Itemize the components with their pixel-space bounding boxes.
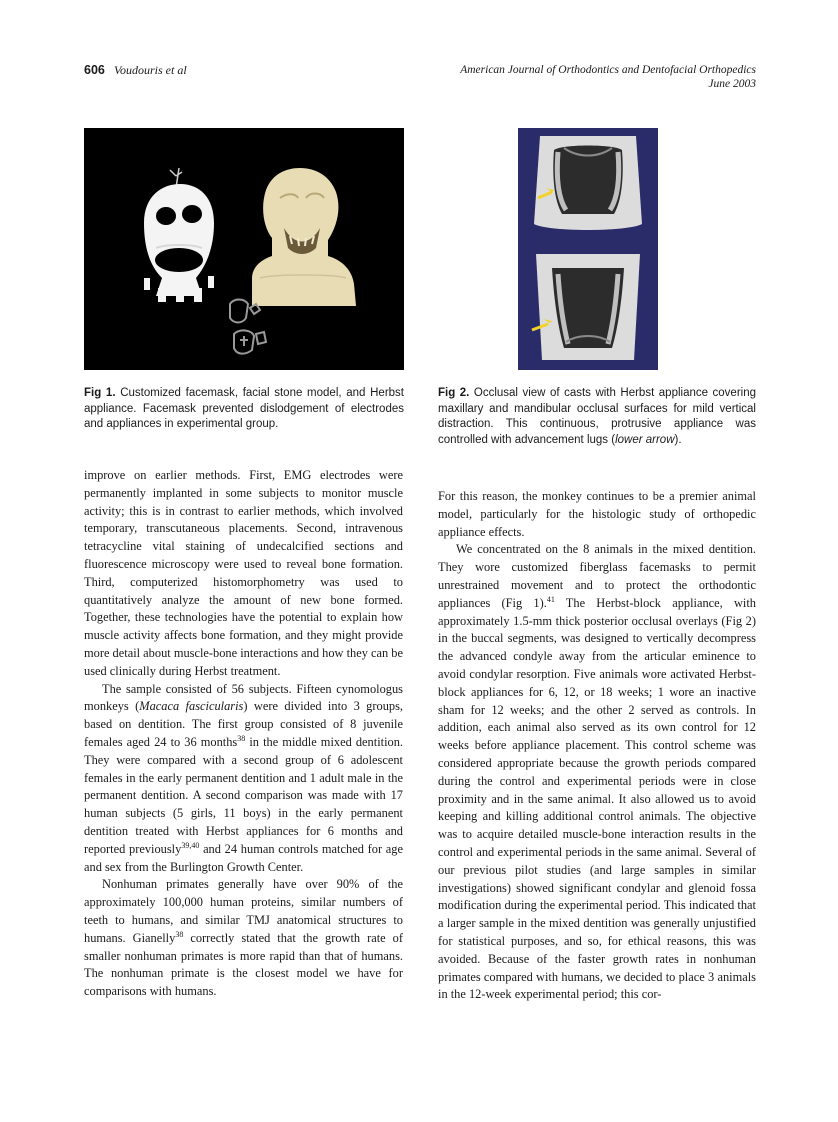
left-paragraph-1: improve on earlier methods. First, EMG electrodes were permanently implanted in some subjects to monitor muscle activity; this is in contrast to earlier methods, which involved temporary, transcutaneous placements. Second, intravenous tetracycline vital staining of undecalcified sections and fluorescence microscopy were used to reveal bone formation. Third, computerized histomorphometry was used to quantitatively analyze the amount of new bone formed. Together, these technologies have the potential to explain how muscle activity affects bone formation, and they might provide more detail about muscle-bone interactions and how they can be used clinically during Herbst treatment. [84, 468, 403, 678]
right-paragraph-1: For this reason, the monkey continues to be a premier animal model, particularly for the histologic study of orthopedic appliance effects. [438, 489, 756, 539]
figure-2-caption [438, 386, 756, 448]
figure-1-caption-text: Customized facemask, facial stone model, and Herbst appliance. Facemask prevented dislodgement of electrodes and appliances in experimental group. [84, 387, 404, 430]
left-p3-part-a: Nonhuman primates generally have over 90% of the approximately 100,000 human proteins, similar numbers of teeth to humans, and similar TMJ anatomical structures to humans. Gianelly [84, 877, 403, 945]
figure-1-label: Fig 1. [84, 387, 116, 399]
figure-2-illustration [518, 128, 658, 370]
issue-date: June 2003 [708, 78, 756, 90]
left-paragraph-2 [84, 681, 403, 877]
left-p2-part-d: and 24 human controls matched for age and sex from the Burlington Growth Center. [84, 841, 404, 874]
figure-1-caption [84, 386, 404, 433]
figure-2-caption-text: Occlusal view of casts with Herbst appliance covering maxillary and mandibular occlusal surfaces for mild vertical distraction. This continuous, protrusive appliance was controlled with advancement lugs ( [438, 387, 756, 446]
citation-ref: 38 [175, 929, 184, 939]
citation-ref: 39,40 [181, 840, 200, 850]
running-authors: Voudouris et al [114, 63, 187, 77]
left-p2-part-b: ) were divided into 3 groups, based on dentition. The first group consisted of 8 juvenile females aged 24 to 36 months [84, 699, 404, 749]
journal-title: American Journal of Orthodontics and Dentofacial Orthopedics [460, 64, 756, 76]
figure-1-photo [84, 128, 404, 370]
figure-2-caption-end: ). [674, 433, 682, 446]
figure-2-caption-italic: lower arrow [615, 433, 675, 446]
species-name: Macaca fascicularis [139, 699, 244, 714]
right-p2-part-a: We concentrated on the 8 animals in the mixed dentition. They wore customized fiberglass facemasks to permit unrestrained movement and to protect the orthodontic appliances (Fig 1). [438, 542, 756, 610]
left-paragraph-3 [84, 876, 403, 1001]
right-paragraph-2 [438, 541, 756, 1004]
citation-ref: 41 [546, 594, 555, 604]
journal-info [460, 63, 756, 91]
left-p3-part-b: correctly stated that the growth rate of smaller nonhuman primates is more rapid than that of humans. The nonhuman primate is the closest model we have for comparisons with humans. [84, 930, 404, 999]
left-p2-part-a: The sample consisted of 56 subjects. Fifteen cynomologus monkeys ( [84, 681, 403, 714]
left-text-column [84, 467, 403, 1001]
figure-2-photo [518, 128, 658, 370]
figure-2-label: Fig 2. [438, 387, 470, 399]
right-text-column [438, 488, 756, 1004]
page-number: 606 [84, 63, 105, 77]
citation-ref: 38 [237, 733, 246, 743]
right-p2-part-b: The Herbst-block appliance, with approximately 1.5-mm thick posterior occlusal overlays (Fig 2) in the buccal segments, was designed to vertically decompress the advanced condyle away from the articular eminence to avoid condylar resorption. Five animals wore activated Herbst-block appliances for 6, 12, or 18 weeks; 1 wore an inactive sham for 12 weeks; and the other 2 served as controls. In addition, each animal also served as its own control for 12 weeks before appliance placement. This control scheme was considered appropriate because the growth periods compared during the control and experimental periods were in close proximity and in the same animal. It also allowed us to avoid keeping and killing additional control animals. The objective was to acquire detailed muscle-bone interaction results in the control and experimental periods in the same animal. Several of our previous pilot studies (and large samples in similar investigations) showed significant condylar and glenoid fossa modification during the experimental period. This indicated that a larger sample in the mixed dentition was generally unjustified for statistical purposes, and so, for ethical reasons, this was avoided. Because of the faster growth rates in nonhuman primates compared with humans, we decided to place 3 animals in the 12-week experimental period; this cor- [438, 595, 757, 1002]
left-p2-part-c: in the middle mixed dentition. They were compared with a second group of 6 adolescent females in the early permanent dentition and 1 adult male in the permanent dentition. A second comparison was made with 17 human subjects (5 girls, 11 boys) in the early permanent dentition treated with Herbst appliances for 6 months and reported previously [84, 734, 404, 856]
page-header [84, 58, 756, 94]
figure-1-illustration [84, 128, 404, 370]
